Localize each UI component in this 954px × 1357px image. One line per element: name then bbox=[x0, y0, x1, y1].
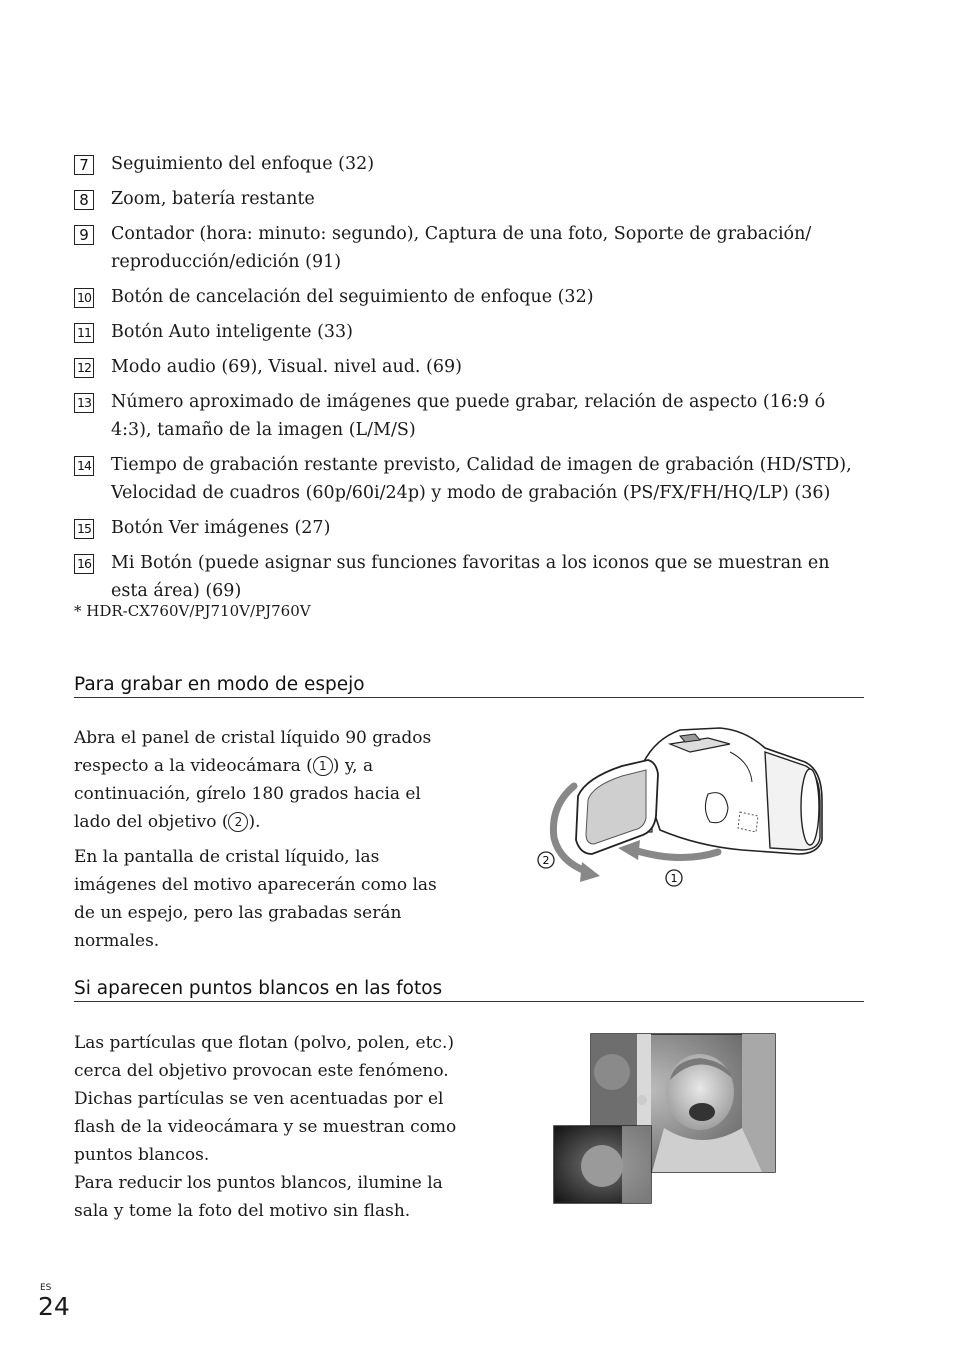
item-text: Seguimiento del enfoque (32) bbox=[111, 154, 375, 174]
list-item bbox=[74, 388, 864, 444]
item-number-box: 9 bbox=[74, 225, 94, 245]
item-number-box: 11 bbox=[74, 323, 94, 343]
list-item bbox=[74, 185, 864, 213]
item-number-box: 15 bbox=[74, 519, 94, 539]
item-text: Botón de cancelación del seguimiento de enfoque (32) bbox=[111, 287, 594, 307]
mirror-paragraph-1 bbox=[74, 724, 454, 836]
white-dots-text bbox=[74, 1029, 459, 1225]
step-2-circle-icon: 2 bbox=[228, 812, 248, 832]
callout-2-label: 2 bbox=[542, 854, 550, 867]
mirror-mode-text bbox=[74, 724, 454, 962]
camcorder-illustration bbox=[530, 722, 850, 890]
item-text: Contador (hora: minuto: segundo), Captura de una foto, Soporte de grabación/ reproducción/edición (91) bbox=[111, 224, 812, 272]
callout-1-label: 1 bbox=[670, 872, 678, 885]
list-item bbox=[74, 514, 864, 542]
page-number: 24 bbox=[38, 1292, 70, 1321]
mirror-text-part: ). bbox=[248, 812, 261, 832]
list-item bbox=[74, 451, 864, 507]
model-footnote: * HDR-CX760V/PJ710V/PJ760V bbox=[74, 602, 311, 620]
item-number-box: 14 bbox=[74, 456, 94, 476]
language-code: ES bbox=[40, 1283, 52, 1293]
item-text: Botón Auto inteligente (33) bbox=[111, 322, 353, 342]
mirror-paragraph-2: En la pantalla de cristal líquido, las imágenes del motivo aparecerán como las de un espejo, pero las grabadas serán normales. bbox=[74, 847, 437, 951]
mirror-text-part: ) y, a continuación, gírelo 180 grados hacia el lado del objetivo ( bbox=[74, 756, 421, 832]
item-text: Modo audio (69), Visual. nivel aud. (69) bbox=[111, 357, 462, 377]
list-item bbox=[74, 318, 864, 346]
section-heading-white-dots: Si aparecen puntos blancos en las fotos bbox=[74, 978, 864, 1002]
mirror-text-part: Abra el panel de cristal líquido 90 grados respecto a la videocámara ( bbox=[74, 728, 432, 776]
item-number-box: 12 bbox=[74, 358, 94, 378]
item-number-box: 8 bbox=[74, 190, 94, 210]
step-1-circle-icon: 1 bbox=[313, 756, 333, 776]
list-item bbox=[74, 353, 864, 381]
list-item bbox=[74, 220, 864, 276]
item-text: Botón Ver imágenes (27) bbox=[111, 518, 331, 538]
section-heading-mirror-mode: Para grabar en modo de espejo bbox=[74, 674, 864, 698]
item-text: Número aproximado de imágenes que puede grabar, relación de aspecto (16:9 ó 4:3), tamaño de la imagen (L/M/S) bbox=[111, 392, 826, 440]
dots-paragraph-1: Las partículas que flotan (polvo, polen, etc.) cerca del objetivo provocan este fenómeno. Dichas partículas se ven acentuadas por el flash de la videocámara y se muestran como puntos blancos. bbox=[74, 1033, 457, 1165]
item-text: Tiempo de grabación restante previsto, Calidad de imagen de grabación (HD/STD), Velocidad de cuadros (60p/60i/24p) y modo de grabación (PS/FX/FH/HQ/LP) (36) bbox=[111, 455, 852, 503]
item-text: Zoom, batería restante bbox=[111, 189, 315, 209]
list-item bbox=[74, 150, 864, 178]
white-dots-example-photo bbox=[552, 1032, 778, 1206]
item-number-box: 10 bbox=[74, 288, 94, 308]
item-number-box: 16 bbox=[74, 554, 94, 574]
item-text: Mi Botón (puede asignar sus funciones favoritas a los iconos que se muestran en esta área) (69) bbox=[111, 553, 830, 601]
numbered-item-list bbox=[74, 150, 864, 612]
list-item bbox=[74, 283, 864, 311]
dots-paragraph-2: Para reducir los puntos blancos, ilumine la sala y tome la foto del motivo sin flash. bbox=[74, 1173, 443, 1221]
list-item bbox=[74, 549, 864, 605]
item-number-box: 13 bbox=[74, 393, 94, 413]
item-number-box: 7 bbox=[74, 155, 94, 175]
